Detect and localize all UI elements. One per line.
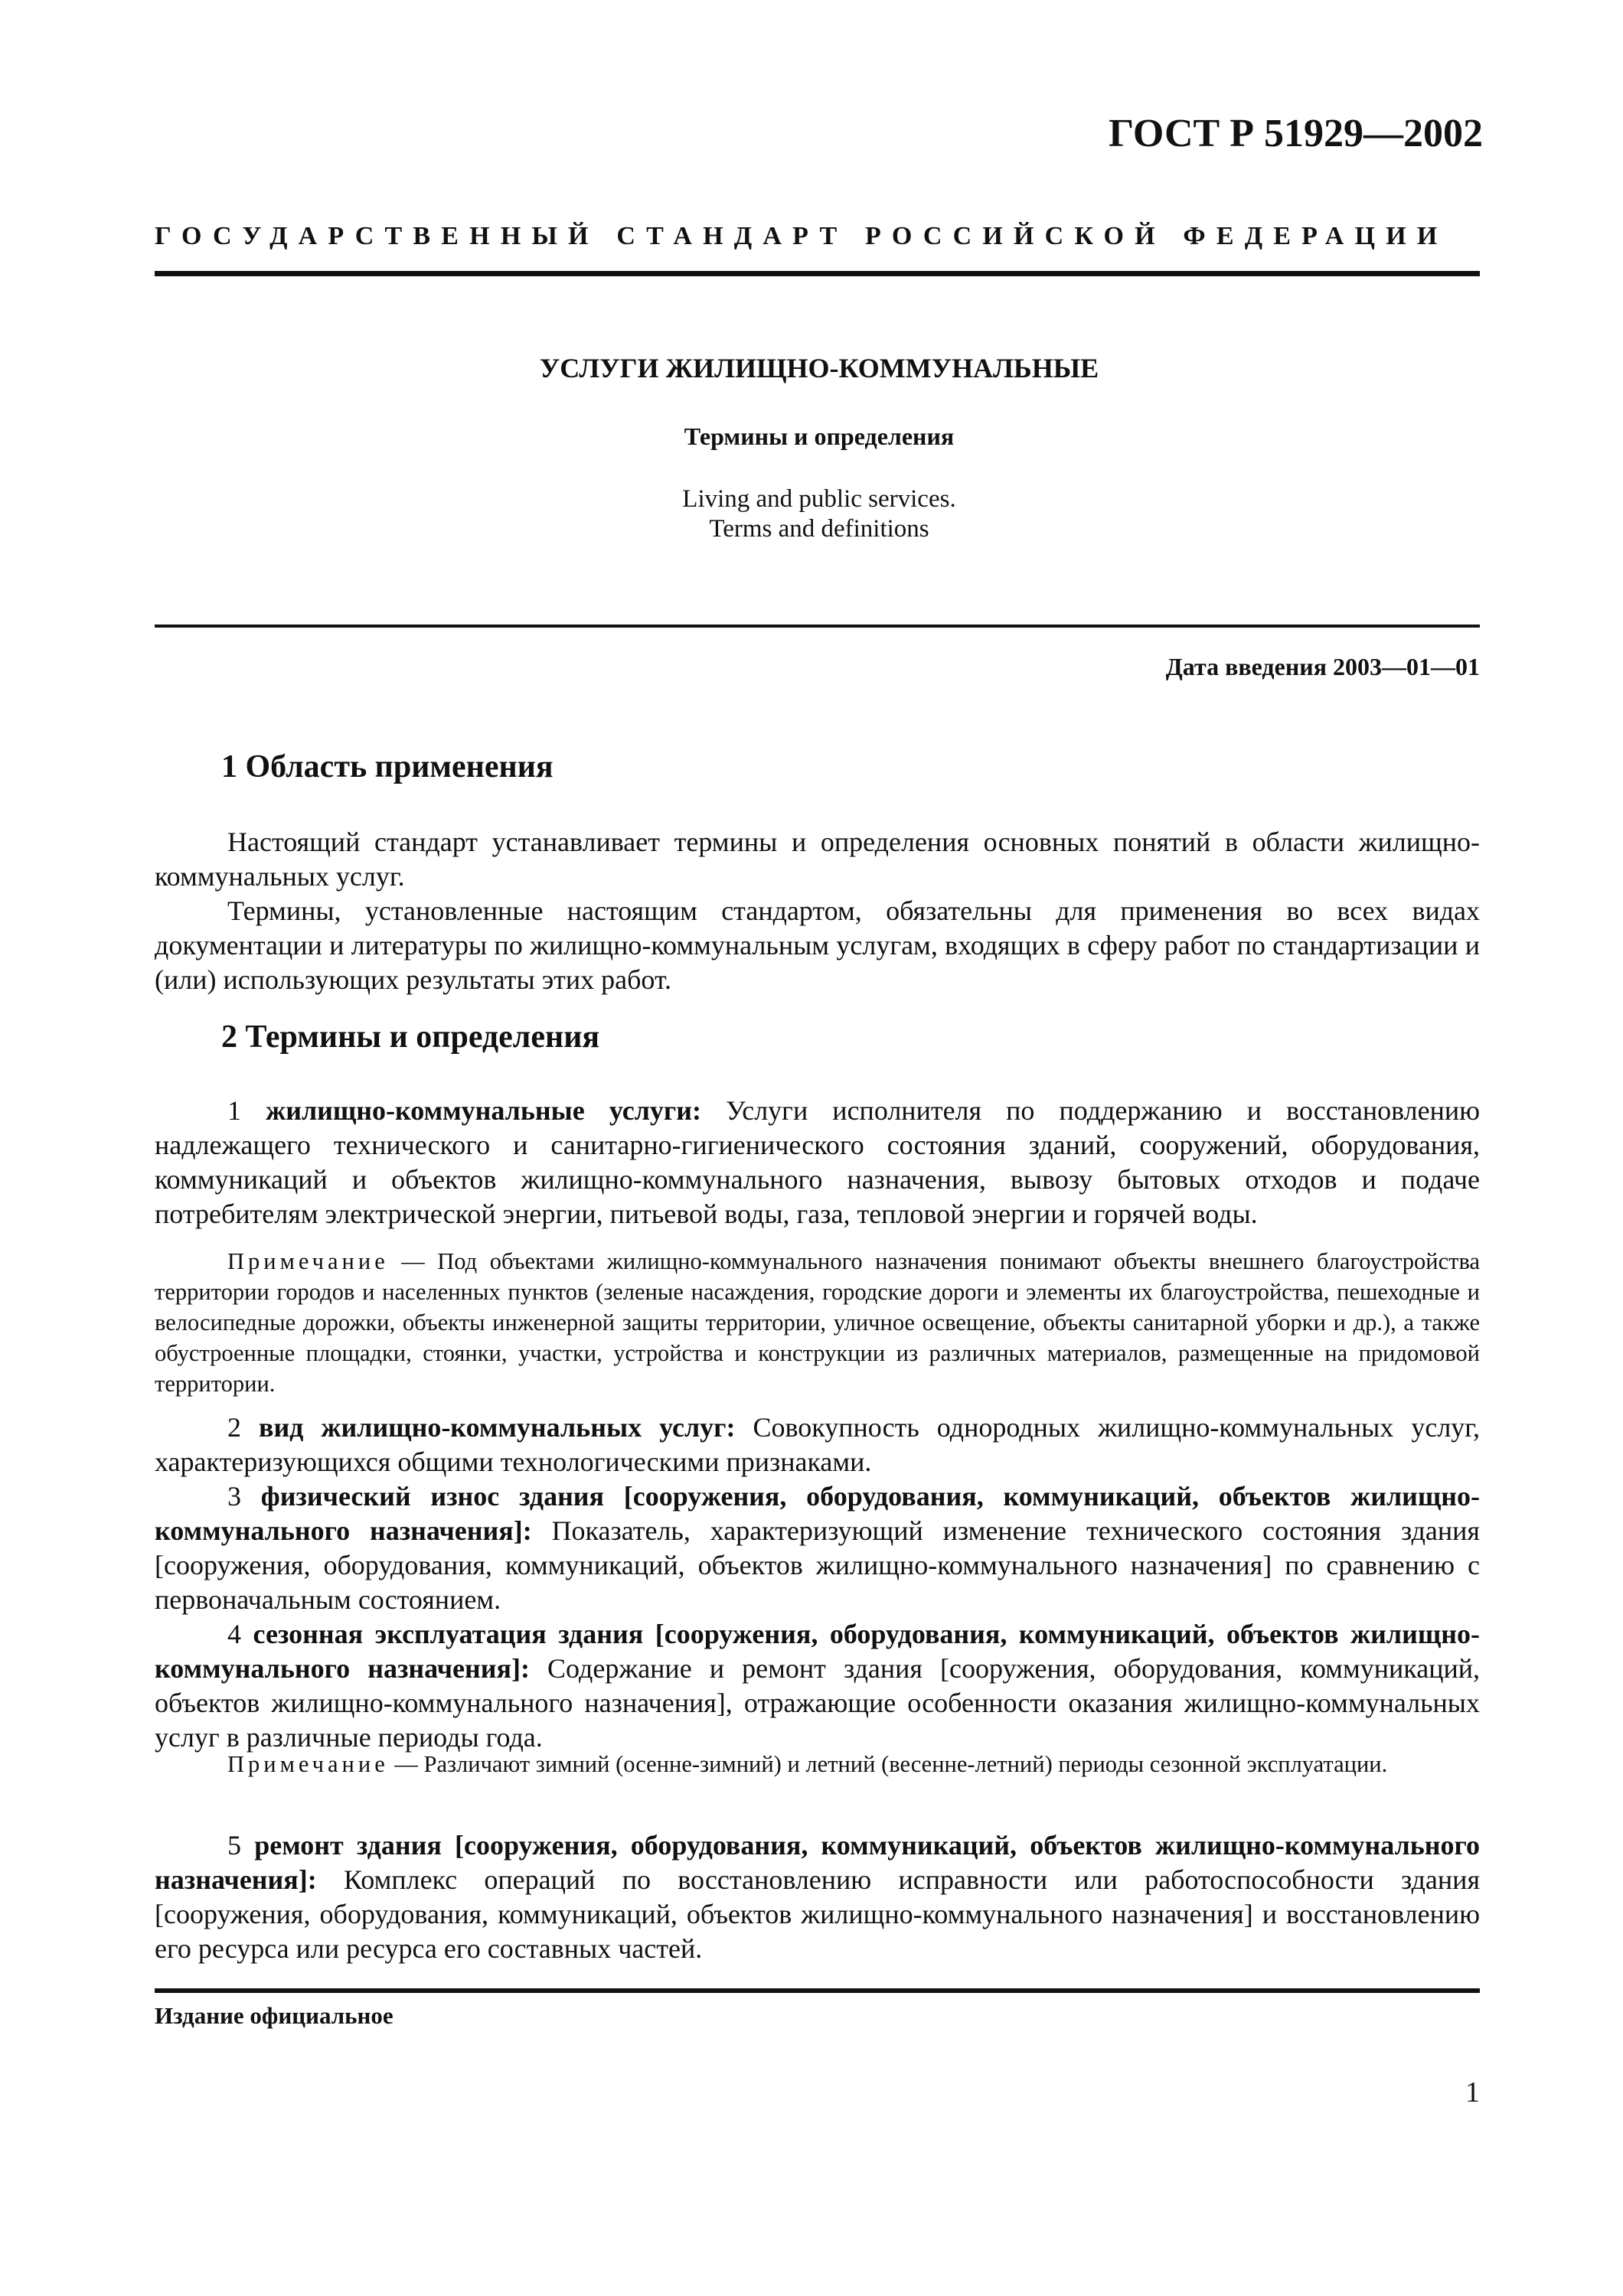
definition: Совокупность однородных жилищно-коммунальных услуг, характеризующихся общими технологическими признаками. — [155, 1412, 1480, 1477]
term: жилищно-коммунальные услуги: — [266, 1095, 701, 1126]
term-entry-2 — [155, 1411, 1480, 1479]
term: ремонт здания [сооружения, оборудования, коммуникаций, объектов жилищно-коммунального назначения]: — [155, 1830, 1480, 1895]
title-divider — [155, 625, 1480, 628]
paragraph: Настоящий стандарт устанавливает термины и определения основных понятий в области жилищно-коммунальных услуг. — [155, 827, 1480, 892]
footer-divider — [155, 1988, 1480, 1993]
term-number: 5 — [227, 1830, 241, 1861]
note-label: Примечание — [227, 1751, 389, 1777]
section-1-heading: 1 Область применения — [221, 749, 554, 784]
definition: Содержание и ремонт здания [сооружения, оборудования, коммуникаций, объектов жилищно-коммунального назначения], отражающие особенности оказания жилищно-коммунальных услуг в различные периоды года. — [155, 1653, 1480, 1753]
page-number: 1 — [1465, 2076, 1480, 2108]
definition: Комплекс операций по восстановлению исправности или работоспособности здания [сооружения, оборудования, коммуникаций, объектов жилищно-коммунального назначения] и восстановлению его ресурса или ресурса его составных частей. — [155, 1864, 1481, 1964]
note-label: Примечание — [227, 1248, 389, 1274]
term: физический износ здания [сооружения, оборудования, коммуникаций, объектов жилищно-коммунального назначения]: — [155, 1481, 1481, 1546]
term-entry-3 — [155, 1479, 1480, 1617]
standard-code: ГОСТ Р 51929—2002 — [1109, 112, 1483, 155]
paragraph: Термины, установленные настоящим стандартом, обязательны для применения во всех видах документации и литературы по жилищно-коммунальным услугам, входящих в сферу работ по стандартизации и (или) использующих результаты этих работ. — [155, 895, 1480, 995]
english-title-line-1: Living and public services. — [682, 485, 956, 513]
term-number: 2 — [227, 1412, 241, 1443]
note-text: — Различают зимний (осенне-зимний) и летний (весенне-летний) периоды сезонной эксплуатации. — [394, 1751, 1388, 1777]
organization-header: ГОСУДАРСТВЕННЫЙ СТАНДАРТ РОССИЙСКОЙ ФЕДЕРАЦИИ — [155, 222, 1448, 250]
definition: Показатель, характеризующий изменение технического состояния здания [сооружения, оборудования, коммуникаций, объектов жилищно-коммунального назначения] по сравнению с первоначальным состоянием. — [155, 1515, 1480, 1615]
term: вид жилищно-коммунальных услуг: — [259, 1412, 736, 1443]
term-number: 4 — [227, 1619, 241, 1649]
term-entry-4 — [155, 1617, 1480, 1755]
note-2 — [155, 1749, 1480, 1779]
note-text: — Под объектами жилищно-коммунального назначения понимают объекты внешнего благоустройства территории городов и населенных пунктов (зеленые насаждения, городские дороги и элементы их благоустройства, пешеходные и велосипедные дорожки, объекты инженерной защиты территории, уличное освещение, объекты санитарной уборки и др.), а также обустроенные площадки, стоянки, участки, устройства и конструкции из различных материалов, размещенные на придомовой территории. — [155, 1248, 1481, 1397]
document-title: УСЛУГИ ЖИЛИЩНО-КОММУНАЛЬНЫЕ — [539, 353, 1099, 383]
term-entries-2-4 — [155, 1411, 1480, 1755]
introduction-date: Дата введения 2003—01—01 — [1165, 653, 1480, 680]
term-number: 1 — [227, 1095, 241, 1126]
section-1-body — [155, 825, 1480, 997]
definition: Услуги исполнителя по поддержанию и восстановлению надлежащего технического и санитарно-гигиенического состояния зданий, сооружений, оборудования, коммуникаций и объектов жилищно-коммунального назначения, вывозу бытовых отходов и подаче потребителям электрической энергии, питьевой воды, газа, тепловой энергии и горячей воды. — [155, 1095, 1480, 1229]
section-2-heading: 2 Термины и определения — [221, 1019, 600, 1055]
term-entry-5 — [155, 1828, 1480, 1966]
term-number: 3 — [227, 1481, 241, 1512]
edition-label: Издание официальное — [155, 2002, 394, 2029]
term-entry-1 — [155, 1094, 1480, 1231]
term: сезонная эксплуатация здания [сооружения, оборудования, коммуникаций, объектов жилищно-коммунального назначения]: — [155, 1619, 1480, 1684]
document-subtitle: Термины и определения — [684, 422, 955, 450]
english-title-line-2: Terms and definitions — [709, 515, 929, 543]
header-divider — [155, 271, 1480, 276]
note-1 — [155, 1246, 1480, 1399]
